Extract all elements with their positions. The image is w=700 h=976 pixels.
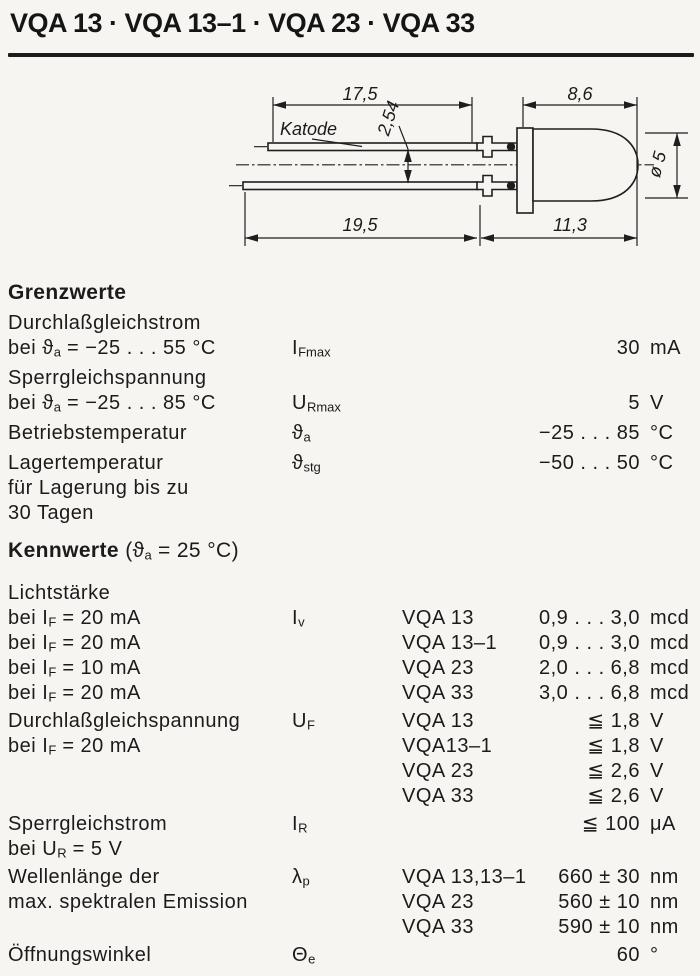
symbol: $I_v$ [292, 607, 305, 630]
device-type: VQA 33 [402, 682, 474, 704]
led-body [533, 129, 638, 201]
param-condition: max. spektralen Emission [8, 891, 248, 913]
param-name: Lagertemperatur [8, 452, 164, 474]
unit: nm [650, 866, 679, 888]
value: 660 ± 30 [558, 866, 640, 888]
value: 60 [616, 944, 640, 966]
device-type: VQA13–1 [402, 735, 493, 757]
value: 2,0 . . . 6,8 [538, 657, 640, 679]
section-heading: Kennwerte ($ϑ_a = 25$ °C) [8, 539, 240, 563]
symbol: $ϑ_{stg}$ [292, 452, 321, 475]
symbol: $\Theta_e$ [292, 944, 316, 967]
unit: mcd [650, 657, 690, 679]
spec-group [8, 311, 694, 361]
value: 560 ± 10 [558, 891, 640, 913]
unit: nm [650, 916, 679, 938]
section-heading: Grenzwerte [8, 281, 127, 304]
title-rule [8, 53, 694, 57]
unit: V [650, 760, 664, 782]
value: ≦ 2,6 [587, 760, 640, 782]
value: 0,9 . . . 3,0 [538, 607, 640, 629]
param-name: Öffnungswinkel [8, 944, 152, 966]
section-grenzwerte [8, 280, 694, 526]
unit: mA [650, 337, 681, 359]
dim-label-17-5: 17,5 [342, 84, 378, 104]
param-name: Durchlaßgleichstrom [8, 312, 201, 334]
spec-group [8, 943, 694, 968]
anode-weld-dot [507, 182, 515, 190]
param-condition: für Lagerung bis zu [8, 477, 189, 499]
spec-row [8, 391, 694, 416]
spec-row [8, 784, 694, 809]
device-type: VQA 23 [402, 657, 474, 679]
param-name: Lichtstärke [8, 582, 111, 604]
value: ≦ 100 [581, 813, 640, 835]
spec-row [8, 709, 694, 734]
spec-row [8, 476, 694, 501]
param-condition: 30 Tagen [8, 502, 94, 524]
device-type: VQA 13 [402, 607, 474, 629]
unit: nm [650, 891, 679, 913]
cathode-lead [268, 143, 478, 151]
symbol: $ϑ_a$ [292, 422, 311, 445]
section-kennwerte [8, 538, 694, 968]
led-dimension-drawing [0, 72, 700, 272]
unit: V [650, 710, 664, 732]
symbol: $\lambda_p$ [292, 866, 310, 889]
value: 0,9 . . . 3,0 [538, 632, 640, 654]
param-condition: bei $I_F = 20$ mA [8, 607, 141, 630]
spec-group [8, 366, 694, 416]
device-type: VQA 33 [402, 916, 474, 938]
device-type: VQA 23 [402, 760, 474, 782]
value: 30 [616, 337, 640, 359]
value: −50 . . . 50 [538, 452, 640, 474]
device-type: VQA 13,13–1 [402, 866, 527, 888]
spec-row [8, 336, 694, 361]
spec-group [8, 709, 694, 809]
spec-row [8, 759, 694, 784]
spec-group [8, 581, 694, 706]
param-name: Sperrgleichstrom [8, 813, 168, 835]
spec-row [8, 681, 694, 706]
spec-row [8, 656, 694, 681]
param-name: Betriebstemperatur [8, 422, 188, 444]
spec-group [8, 451, 694, 526]
unit: °C [650, 452, 674, 474]
spec-group [8, 865, 694, 940]
value: ≦ 1,8 [587, 735, 640, 757]
spec-row [8, 915, 694, 940]
unit: μA [650, 813, 676, 835]
param-condition: bei $U_R = 5$ V [8, 838, 123, 861]
value: ≦ 1,8 [587, 710, 640, 732]
param-condition: bei $ϑ_a = -25$ . . . 55 °C [8, 337, 216, 360]
spec-row [8, 631, 694, 656]
param-condition: bei $ϑ_a = -25$ . . . 85 °C [8, 392, 216, 415]
spec-row [8, 366, 694, 391]
dim-label-11-3: 11,3 [553, 215, 587, 235]
symbol: $I_R$ [292, 813, 308, 836]
device-type: VQA 13–1 [402, 632, 498, 654]
spec-row [8, 943, 694, 968]
param-condition: bei $I_F = 10$ mA [8, 657, 141, 680]
spec-row [8, 890, 694, 915]
symbol: $U_{Rmax}$ [292, 392, 341, 415]
param-condition: bei $I_F = 20$ mA [8, 735, 141, 758]
dim-label-diameter: ø 5 [644, 149, 671, 180]
dim-label-8-6: 8,6 [567, 84, 593, 104]
spec-group [8, 812, 694, 862]
spec-row [8, 837, 694, 862]
param-condition: bei $I_F = 20$ mA [8, 682, 141, 705]
device-type: VQA 33 [402, 785, 474, 807]
spec-row [8, 812, 694, 837]
spec-row [8, 451, 694, 476]
param-condition: bei $I_F = 20$ mA [8, 632, 141, 655]
device-type: VQA 13 [402, 710, 474, 732]
symbol: $U_F$ [292, 710, 315, 733]
value: −25 . . . 85 [538, 422, 640, 444]
cathode-label: Katode [280, 119, 338, 139]
spec-row [8, 865, 694, 890]
spec-row [8, 581, 694, 606]
value: 590 ± 10 [558, 916, 640, 938]
unit: mcd [650, 607, 690, 629]
anode-lead [243, 182, 478, 190]
symbol: $I_{Fmax}$ [292, 337, 331, 360]
spec-row [8, 421, 694, 446]
dim-label-19-5: 19,5 [342, 215, 378, 235]
unit: mcd [650, 682, 690, 704]
device-type: VQA 23 [402, 891, 474, 913]
value: 5 [628, 392, 640, 414]
spec-row [8, 606, 694, 631]
led-flange [517, 128, 533, 213]
unit: °C [650, 422, 674, 444]
unit: ° [650, 944, 659, 966]
spec-group [8, 421, 694, 446]
spec-row [8, 734, 694, 759]
unit: V [650, 735, 664, 757]
spec-row [8, 501, 694, 526]
value: 3,0 . . . 6,8 [538, 682, 640, 704]
cathode-weld-dot [507, 143, 515, 151]
value: ≦ 2,6 [587, 785, 640, 807]
param-name: Wellenlänge der [8, 866, 160, 888]
unit: V [650, 785, 664, 807]
spec-row [8, 311, 694, 336]
unit: mcd [650, 632, 690, 654]
param-name: Durchlaßgleichspannung [8, 710, 241, 732]
unit: V [650, 392, 664, 414]
dim-label-2-54: 2,54 [373, 98, 404, 138]
page-title: VQA 13 · VQA 13–1 · VQA 23 · VQA 33 [10, 8, 475, 38]
param-name: Sperrgleichspannung [8, 367, 207, 389]
